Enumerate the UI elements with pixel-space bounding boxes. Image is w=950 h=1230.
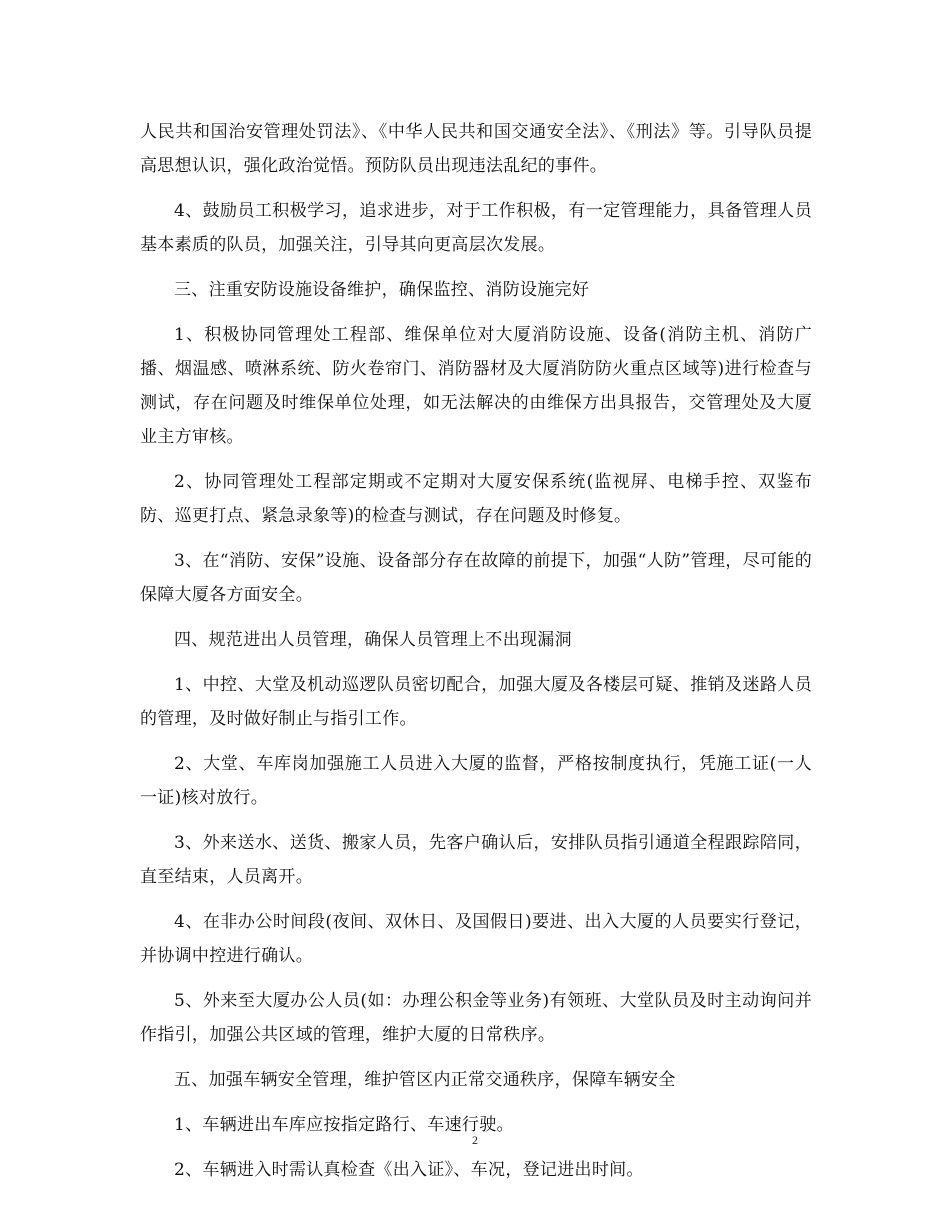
paragraph-after-hours: 4、在非办公时间段(夜间、双休日、及国假日)要进、出入大厦的人员要实行登记，并协调中控进行确认。	[140, 912, 812, 966]
paragraph-patrol-coordination: 1、中控、大堂及机动巡逻队员密切配合，加强大厦及各楼层可疑、推销及迷路人员的管理，及时做好制止与指引工作。	[140, 675, 812, 729]
paragraph-security-system: 2、协同管理处工程部定期或不定期对大厦安保系统(监视屏、电梯手控、双鉴布防、巡更打点、紧急录象等)的检查与测试，存在问题及时修复。	[140, 472, 812, 526]
paragraph-vehicle-check: 2、车辆进入时需认真检查《出入证》、车况，登记进出时间。	[174, 1160, 644, 1180]
paragraph-human-defense: 3、在“消防、安保”设施、设备部分存在故障的前提下，加强“人防”管理，尽可能的保障大厦各方面安全。	[140, 551, 812, 605]
paragraph-law-continuation: 人民共和国治安管理处罚法》、《中华人民共和国交通安全法》、《刑法》等。引导队员提高思想认识，强化政治觉悟。预防队员出现违法乱纪的事件。	[140, 122, 812, 176]
paragraph-delivery-staff: 3、外来送水、送货、搬家人员，先客户确认后，安排队员指引通道全程跟踪陪同，直至结束，人员离开。	[140, 833, 812, 887]
section-heading-4: 四、规范进出人员管理，确保人员管理上不出现漏洞	[174, 630, 572, 650]
paragraph-fire-facilities: 1、积极协同管理处工程部、维保单位对大厦消防设施、设备(消防主机、消防广播、烟温感、喷淋系统、防火卷帘门、消防器材及大厦消防防火重点区域等)进行检查与测试，存在问题及时维保单位处理，如无法解决的由维保方出具报告，交管理处及大厦业主方审核。	[140, 325, 812, 447]
paragraph-encourage-learning: 4、鼓励员工积极学习，追求进步，对于工作积极，有一定管理能力，具备管理人员基本素质的队员，加强关注，引导其向更高层次发展。	[140, 201, 812, 255]
section-heading-3: 三、注重安防设施设备维护，确保监控、消防设施完好	[174, 280, 590, 300]
page-number: 2	[472, 1133, 478, 1147]
page-body	[140, 115, 812, 1198]
paragraph-construction-staff: 2、大堂、车库岗加强施工人员进入大厦的监督，严格按制度执行，凭施工证(一人一证)核对放行。	[140, 754, 812, 808]
paragraph-vehicle-route: 1、车辆进出车库应按指定路行、车速行驶。	[174, 1115, 514, 1135]
paragraph-visitors: 5、外来至大厦办公人员(如：办理公积金等业务)有领班、大堂队员及时主动询问并作指引，加强公共区域的管理，维护大厦的日常秩序。	[140, 991, 812, 1045]
section-heading-5: 五、加强车辆安全管理，维护管区内正常交通秩序，保障车辆安全	[174, 1070, 676, 1090]
